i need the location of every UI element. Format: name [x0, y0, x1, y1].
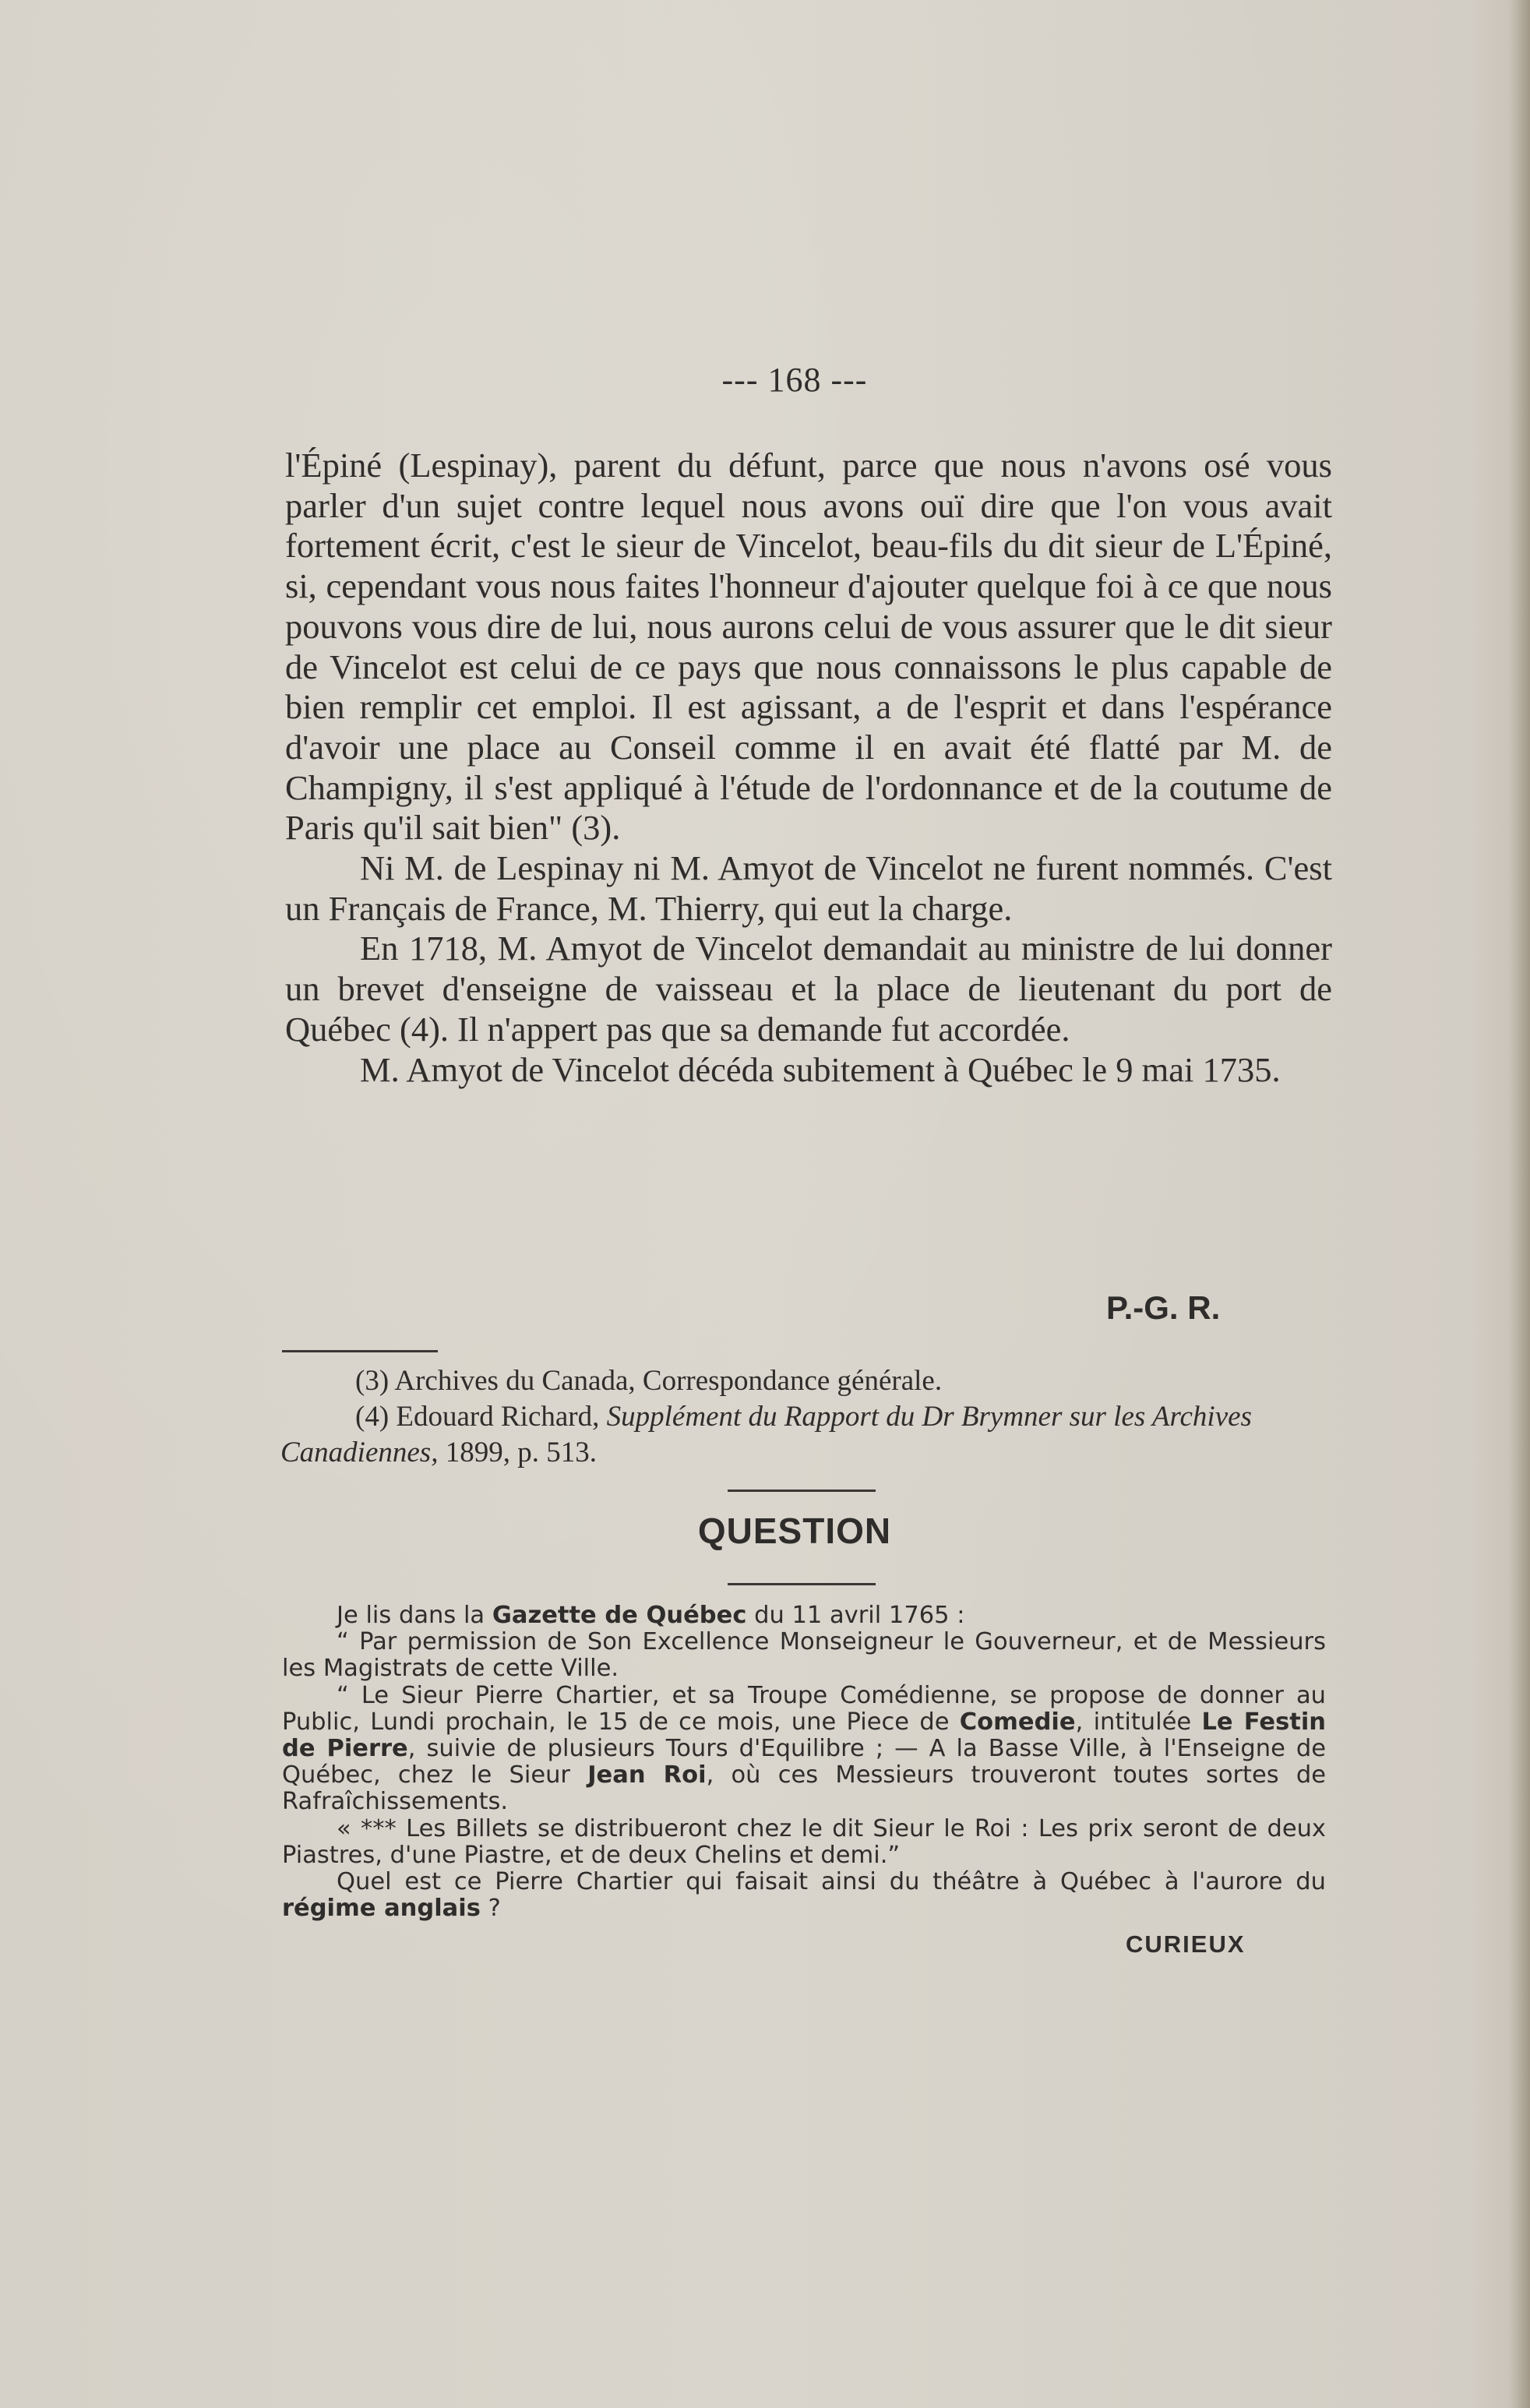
footnote-divider — [282, 1350, 438, 1352]
footnote-3-number: (3) — [355, 1365, 390, 1397]
quote-2-play-title: Le Festin de Pierre — [282, 1708, 1326, 1763]
intro-date: du 11 avril 1765 : — [746, 1602, 965, 1629]
footnote-4-author: Edouard Richard, — [396, 1401, 600, 1433]
question-rule-bottom — [728, 1583, 876, 1585]
question-intro — [282, 1602, 1326, 1629]
closing-c: ? — [480, 1895, 501, 1923]
closing-a: Quel est ce Pierre Chartier qui faisait ainsi du théâtre à Québec à l'aurore du — [337, 1868, 1326, 1896]
page-edge-shadow — [1508, 0, 1530, 2408]
quote-1: “ Par permission de Son Excellence Monseigneur le Gouverneur, et de Messieurs les Magistrats de cette Ville. — [282, 1628, 1326, 1683]
quote-2 — [282, 1683, 1326, 1816]
footnote-4-title: Supplément du Rapport du Dr Brymner sur les Archives Canadiennes, — [280, 1401, 1252, 1468]
footnote-4 — [280, 1399, 1326, 1471]
question-closing — [282, 1869, 1326, 1922]
closing-regime: régime anglais — [282, 1895, 481, 1923]
quote-2-g: , où ces Messieurs trouveront toutes sortes de Rafraîchissements. — [282, 1761, 1327, 1816]
quote-2-e: , suivie de plusieurs Tours d'Equilibre ; — A la Basse Ville, à l'Enseigne de Québec, chez le Sieur — [282, 1735, 1326, 1789]
paragraph-1: l'Épiné (Lespinay), parent du défunt, parce que nous n'avons osé vous parler d'un sujet contre lequel nous avons ouï dire que l'on vous avait fortement écrit, c'est le sieur de Vincelot, beau-fils du dit sieur de L'Épiné, si, cependant vous nous faites l'honneur d'ajouter quelque foi à ce que nous pouvons vous dire de lui, nous aurons celui de vous assurer que le dit sieur de Vincelot est celui de ce pays que nous connaissons le plus capable de bien remplir cet emploi. Il est agissant, a de l'esprit et dans l'espérance d'avoir une place au Conseil comme il en avait été flatté par M. de Champigny, il s'est appliqué à l'étude de l'ordonnance et de la coutume de Paris qu'il sait bien" (3). — [285, 446, 1332, 848]
question-body — [282, 1602, 1326, 1922]
signature-initials: P.-G. R. — [1106, 1289, 1221, 1326]
paragraph-4: M. Amyot de Vincelot décéda subitement à Québec le 9 mai 1735. — [360, 1049, 1281, 1089]
paragraph-3: En 1718, M. Amyot de Vincelot demandait au ministre de lui donner un brevet d'enseigne de vaisseau et la place de lieutenant du port de Québec (4). Il n'appert pas que sa demande fut accordée. — [285, 929, 1332, 1049]
question-rule-top — [728, 1490, 876, 1492]
quote-3: « *** Les Billets se distribueront chez le dit Sieur le Roi : Les prix seront de deux Piastres, d'une Piastre, et de deux Chelins et demi.” — [282, 1814, 1326, 1869]
quote-2-c: , intitulée — [1075, 1708, 1202, 1736]
question-title: QUESTION — [697, 1511, 892, 1551]
intro-text: Je lis dans la — [337, 1602, 492, 1629]
footnote-3-text: Archives du Canada, Correspondance générale. — [394, 1365, 943, 1397]
paragraph-2: Ni M. de Lespinay ni M. Amyot de Vincelot ne furent nommés. C'est un Français de France, M. Thierry, qui eut la charge. — [285, 848, 1332, 928]
page-number: --- 168 --- — [721, 361, 868, 399]
footnote-4-number: (4) — [355, 1401, 390, 1433]
quote-2-comedie: Comedie — [959, 1708, 1076, 1736]
question-author: CURIEUX — [1126, 1930, 1246, 1958]
footnote-4-tail: 1899, p. 513. — [445, 1437, 597, 1468]
quote-2-a: “ Le Sieur Pierre Chartier, et sa Troupe Comédienne, se propose de donner au Public, Lundi prochain, le 15 de ce mois, une Piece de — [282, 1681, 1326, 1736]
footnote-3 — [280, 1363, 1326, 1399]
footnotes — [280, 1363, 1326, 1471]
gazette-name: Gazette de Québec — [492, 1602, 747, 1629]
quote-2-host: Jean Roi — [587, 1761, 707, 1789]
main-text — [285, 446, 1332, 1090]
